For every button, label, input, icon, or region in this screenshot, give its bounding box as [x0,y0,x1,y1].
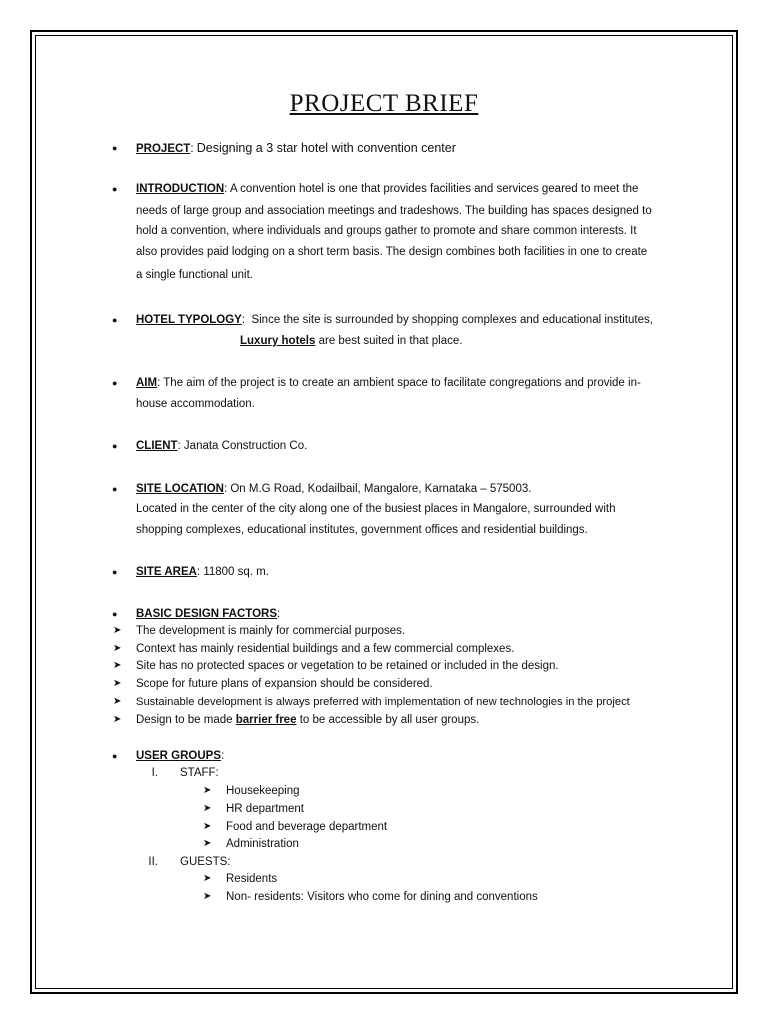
user-groups-heading: USER GROUPS: [136,750,225,762]
hotel-typology-label: HOTEL TYPOLOGY [136,314,242,326]
arrow-bullet-icon: ➤ [113,660,122,671]
client-text: Janata Construction Co. [183,440,308,452]
design-factor-post: to be accessible by all user groups. [299,714,480,726]
introduction-line-1: INTRODUCTION: A convention hotel is one that provides facilities and services geared to meet the [136,183,639,195]
site-location-line-2: Located in the center of the city along one of the busiest places in Mangalore, surrounded with [136,503,616,515]
site-area-line: SITE AREA: 11800 sq. m. [136,566,269,578]
hotel-typology-line-2 [240,334,462,348]
project-label: PROJECT [136,143,191,155]
bullet-icon: ● [112,751,118,761]
arrow-bullet-icon: ➤ [113,643,122,654]
arrow-bullet-icon: ➤ [203,803,212,814]
design-factor-item-barrier-free [136,713,479,727]
aim-text: The aim of the project is to create an ambient space to facilitate congregations and provide in- [163,377,641,389]
aim-line-1: AIM: The aim of the project is to create an ambient space to facilitate congregations and provide in- [136,377,641,389]
design-factor-pre: Design to be made [136,714,233,726]
staff-item: Food and beverage department [226,821,388,833]
design-factor-item: Site has no protected spaces or vegetation to be retained or included in the design. [136,660,559,672]
client-line: CLIENT: Janata Construction Co. [136,440,308,452]
site-area-label: SITE AREA [136,566,197,578]
arrow-bullet-icon: ➤ [113,678,122,689]
site-location-text: On M.G Road, Kodailbail, Mangalore, Karnataka – 575003. [230,483,532,495]
staff-item: Administration [226,838,299,850]
introduction-line-4: also provides paid lodging on a short term basis. The design combines both facilities in one to create [136,246,648,258]
basic-design-factors-heading: BASIC DESIGN FACTORS: [136,608,281,620]
design-factor-item: Sustainable development is always preferred with implementation of new technologies in the project [136,696,630,708]
hotel-typology-text: Since the site is surrounded by shopping complexes and educational institutes, [251,314,653,326]
project-line: PROJECT: Designing a 3 star hotel with convention center [136,141,456,155]
arrow-bullet-icon: ➤ [113,696,122,707]
arrow-bullet-icon: ➤ [203,838,212,849]
roman-numeral: II. [148,856,158,868]
arrow-bullet-icon: ➤ [203,821,212,832]
arrow-bullet-icon: ➤ [113,625,122,636]
bullet-icon: ● [112,441,118,451]
roman-numeral: I. [151,767,158,779]
staff-label: STAFF: [180,767,219,779]
arrow-bullet-icon: ➤ [203,873,212,884]
hotel-typology-rest: are best suited in that place. [318,335,463,347]
staff-item: Housekeeping [226,785,300,797]
aim-line-2: house accommodation. [136,398,255,410]
design-factor-item: The development is mainly for commercial purposes. [136,625,406,637]
hotel-typology-line-1: HOTEL TYPOLOGY: Since the site is surrounded by shopping complexes and educational institutes, [136,314,653,326]
site-location-line-1: SITE LOCATION: On M.G Road, Kodailbail, Mangalore, Karnataka – 575003. [136,483,532,495]
introduction-text: A convention hotel is one that provides facilities and services geared to meet the [229,183,639,195]
aim-label: AIM [136,377,158,389]
design-factor-item: Context has mainly residential buildings and a few commercial complexes. [136,643,515,655]
guests-item: Non- residents: Visitors who come for dining and conventions [226,891,538,903]
bullet-icon: ● [112,567,118,577]
client-label: CLIENT [136,440,178,452]
basic-design-factors-label: BASIC DESIGN FACTORS [136,608,277,620]
bullet-icon: ● [112,484,118,494]
page-title: PROJECT BRIEF [289,90,479,117]
site-location-line-3: shopping complexes, educational institutes, government offices and residential buildings. [136,524,588,536]
barrier-free-emphasis: barrier free [235,714,297,726]
bullet-icon: ● [112,378,118,388]
guests-item: Residents [226,873,278,885]
arrow-bullet-icon: ➤ [203,785,212,796]
introduction-line-5: a single functional unit. [136,269,253,281]
bullet-icon: ● [112,315,118,325]
guests-label: GUESTS: [180,856,231,868]
bullet-icon: ● [112,143,118,153]
site-area-text: 11800 sq. m. [203,566,269,578]
staff-item: HR department [226,803,304,815]
arrow-bullet-icon: ➤ [203,891,212,902]
bullet-icon: ● [112,609,118,619]
luxury-hotels-emphasis: Luxury hotels [240,335,316,347]
introduction-line-3: hold a convention, where individuals and groups gather to promote and share common interests. It [136,225,637,237]
design-factor-item: Scope for future plans of expansion should be considered. [136,678,433,690]
site-location-label: SITE LOCATION [136,483,224,495]
introduction-label: INTRODUCTION [136,183,225,195]
bullet-icon: ● [112,184,118,194]
arrow-bullet-icon: ➤ [113,714,122,725]
project-text: Designing a 3 star hotel with convention center [196,141,456,155]
introduction-line-2: needs of large group and association meetings and tradeshows. The building has spaces designed to [136,205,652,217]
user-groups-label: USER GROUPS [136,750,221,762]
